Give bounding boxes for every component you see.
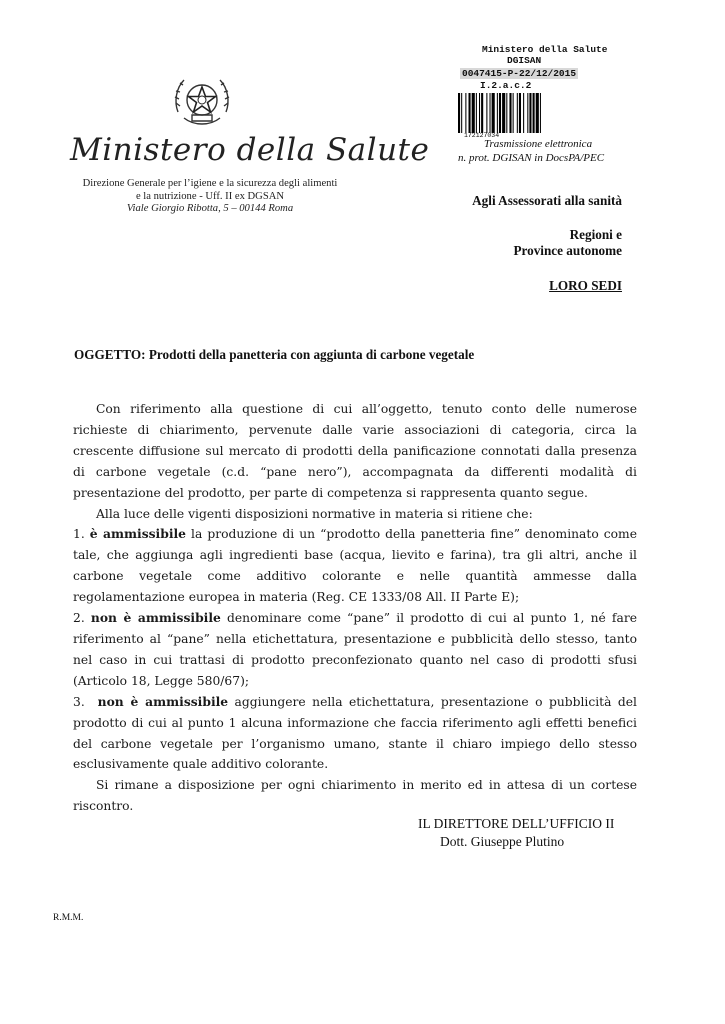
stamp-classification: I.2.a.c.2 [480,80,532,91]
italian-republic-emblem-icon [166,66,238,138]
list-item-1 [73,524,637,608]
body-paragraph-2: Alla luce delle vigenti disposizioni normative in materia si ritiene che: [96,506,533,521]
list-item-1-number: 1. [73,527,85,542]
department-address: Viale Giorgio Ribotta, 5 – 00144 Roma [126,203,294,215]
footer-initials: R.M.M. [53,913,84,923]
list-item-3-bold: non è ammissibile [97,693,229,709]
stamp-ministry: Ministero della Salute [482,44,608,55]
department-line-2: e la nutrizione - Uff. II ex DGSAN [135,190,285,202]
list-item-2-text: denominare come “pane” il prodotto di cui al punto 1, né fare riferimento al “pane” nella etichettatura, presentazione e pubblicità dello stesso, tanto nel caso in cui trattasi di prodotto preconfezionato quanto nel caso di prodotti sfusi (Articolo 18, Legge 580/67); [73,611,637,688]
department-line-1: Direzione Generale per l’igiene e la sicurezza degli alimenti [82,178,338,189]
ministry-title: Ministero della Salute [70,132,430,168]
subject-line: OGGETTO: Prodotti della panetteria con aggiunta di carbone vegetale [74,347,475,362]
recipient-line-1: Agli Assessorati alla sanità [472,193,622,208]
list-item-1-bold: è ammissibile [89,526,186,542]
list-item-2-number: 2. [73,611,85,626]
recipient-line-2: Regioni e [569,227,622,242]
stamp-transmission-line-2: n. prot. DGISAN in DocsPA/PEC [458,152,605,164]
signature-title: IL DIRETTORE DELL’UFFICIO II [418,816,615,831]
list-item-3 [73,692,637,776]
body-paragraph-1: Con riferimento alla questione di cui all’oggetto, tenuto conto delle numerose richieste di chiarimento, pervenute dalle varie associazioni di categoria, circa la crescente diffusione sul mercato di prodotti della panificazione connotati dalla presenza di carbone vegetale (c.d. “pane nero”), accompagnata da differenti modalità di presentazione del prodotto, per parte di competenza si rappresenta quanto segue. [73,402,637,500]
signature-name: Dott. Giuseppe Plutino [440,834,565,849]
letter-body [73,399,637,817]
recipient-line-3: Province autonome [513,243,622,258]
barcode-icon [458,93,596,133]
list-item-3-text: aggiungere nella etichettatura, presentazione o pubblicità del prodotto di cui al punto 1 alcuna informazione che faccia riferimento agli effetti benefici del carbone vegetale per l’organismo umano, stante il chiaro impiego dello stesso esclusivamente quale additivo colorante. [73,694,637,772]
list-item-1-text: la produzione di un “prodotto della panetteria fine” denominato come tale, che aggiunga agli ingredienti base (acqua, lievito e farina), tra gli altri, anche il carbone vegetale come additivo colorante e nelle quantità ammesse dalla regolamentazione europea in materia (Reg. CE 1333/08 All. II Parte E); [73,527,637,605]
body-closing: Si rimane a disposizione per ogni chiarimento in merito ed in attesa di un cortese riscontro. [73,778,637,814]
stamp-transmission-line-1: Trasmissione elettronica [484,138,593,150]
list-item-2-bold: non è ammissibile [90,610,221,626]
list-item-2 [73,608,637,692]
list-item-3-number: 3. [73,694,85,709]
department-block [70,178,350,216]
stamp-office: DGISAN [507,55,542,66]
stamp-protocol-number: 0047415-P-22/12/2015 [462,68,577,79]
barcode-number: 172127034 [464,132,500,139]
recipient-line-4: LORO SEDI [549,278,622,293]
